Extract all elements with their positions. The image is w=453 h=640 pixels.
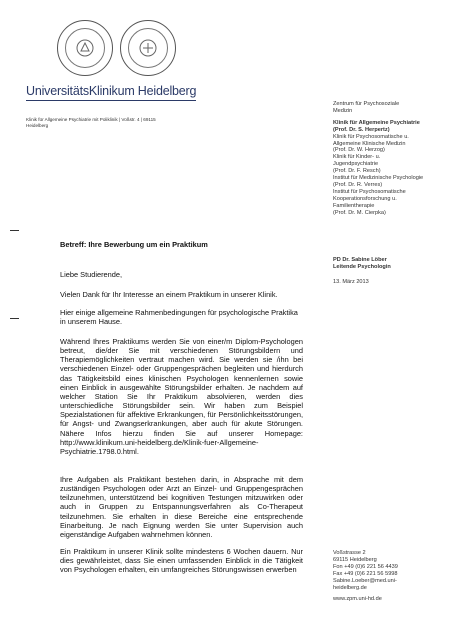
logo-underline [26,100,196,101]
salutation-text: Liebe Studierende, [60,270,123,279]
paragraph-text: Während Ihres Praktikums werden Sie von einer/m Diplom-Psychologen betreut, die/der Sie mit verschiedenen Störungsbildern und Therapiemöglichkeiten vertraut machen wird. Sie werden sie /ihn bei verschiedenen Einzel- oder Gruppengesprächen begleiten und hierdurch das Tätigkeitsbild eines klinischen Psychologen kennenlernen sowie einen Einblick in ausgewählte Störungsbilder erhalten. Je nachdem auf welcher Station Sie Ihr Praktikum absolvieren, werden dies unterschiedliche Störungsbilder sein. Wir haben zum Beispiel Spezialstationen für affektive Erkrankungen, für Persönlichkeitsstörungen, für Angst- und Zwangserkrankungen, aber auch für akute Störungen. Nähere Infos hierzu finden Sie auf unserer Homepage: http://www.klinikum.uni-heidelberg.de/Klinik-fuer-Allgemeine-Psychiatrie.1798.0.html. [60,337,303,456]
sidebar-departments [333,101,443,217]
letter-paragraph [60,290,303,299]
paragraph-text: Ihre Aufgaben als Praktikant bestehen darin, in Absprache mit dem zuständigen Psychologen oder Arzt an Einzel- und Gruppengesprächen teilzunehmen, unterstützend bei kognitiven Testungen mitzuwirken oder auch in Gruppen zu Entspannungsverfahren als Co-Therapeut teilzunehmen. Sie erhalten in diese Bereiche eine entsprechende Einarbeitung. Je nach Eignung werden Sie unter Supervision auch eigenständige Aufgaben wahrnehmen können. [60,475,303,539]
date-text: 13. März 2013 [333,279,369,285]
clinic-name: Institut für Medizinische Psychologie [333,175,424,182]
fax: Fax +49 (0)6 221 56 5998 [333,570,398,577]
sender-address [26,117,306,129]
center-title: Medizin [333,107,353,114]
letter-salutation [60,270,303,279]
street: Voßstrasse 2 [333,550,366,556]
website-link[interactable]: www.zpm.uni-hd.de [333,596,382,603]
sidebar-contact [333,257,443,271]
university-hospital-logo [26,84,196,98]
clinic-head: (Prof. Dr. R. Verres) [333,181,383,188]
phone: Fon +49 (0)6 221 56 4439 [333,563,398,570]
university-seal-right [120,20,176,76]
letter-paragraph [60,308,303,326]
clinic-name: Klinik für Kinder- u. [333,154,381,161]
letter-date [333,279,443,286]
contact-role: Leitende Psychologin [333,263,391,270]
logo-text: UniversitätsKlinikum Heidelberg [26,84,197,98]
clinic-head: (Prof. Dr. W. Herzog) [333,147,385,154]
clinic-head: (Prof. Dr. S. Herpertz) [333,126,390,133]
fold-mark [10,230,19,231]
letter-paragraph [60,547,303,574]
sidebar-address [333,550,443,603]
clinic-name: Allgemeine Klinische Medizin [333,140,406,147]
clinic-name: Jugendpsychiatrie [333,161,379,168]
paragraph-text: Vielen Dank für Ihr Interesse an einem Praktikum in unserer Klinik. [60,290,278,299]
letter-paragraph [60,337,303,456]
email: heidelberg.de [333,584,367,591]
city: 69115 Heidelberg [333,556,377,563]
sender-line: Heidelberg [26,123,49,128]
clinic-head: (Prof. Dr. F. Resch) [333,168,381,175]
letter-paragraph [60,475,303,539]
letter-subject [60,240,303,249]
university-seal-left [57,20,113,76]
paragraph-text: Ein Praktikum in unserer Klinik sollte mindestens 6 Wochen dauern. Nur dies gewährleistet, dass Sie einen umfassenden Einblick in die Tätigkeit von Psychologen erhalten, ein umfangreiches Störungswissen erwerben [60,547,303,575]
contact-name: PD Dr. Sabine Löber [333,257,387,263]
clinic-name: Klinik für Psychosomatische u. [333,133,409,140]
center-title: Zentrum für Psychosoziale [333,101,400,107]
fold-mark [10,318,19,319]
subject-text: Betreff: Ihre Bewerbung um ein Praktikum [60,240,208,249]
clinic-name: Institut für Psychosomatische [333,188,406,195]
email: Sabine.Loeber@med.uni- [333,577,397,584]
paragraph-text: Hier einige allgemeine Rahmenbedingungen für psychologische Praktika [60,308,298,317]
sender-line: Klinik für Allgemeine Psychiatrie mit Poliklinik | Voßstr. 4 | 69115 [26,117,156,122]
clinic-name: Familientherapie [333,202,375,209]
paragraph-text: in unserem Hause. [60,317,123,327]
clinic-name: Kooperationsforschung u. [333,195,397,202]
clinic-head: (Prof. Dr. M. Cierpka) [333,209,386,216]
clinic-name: Klinik für Allgemeine Psychiatrie [333,119,420,126]
